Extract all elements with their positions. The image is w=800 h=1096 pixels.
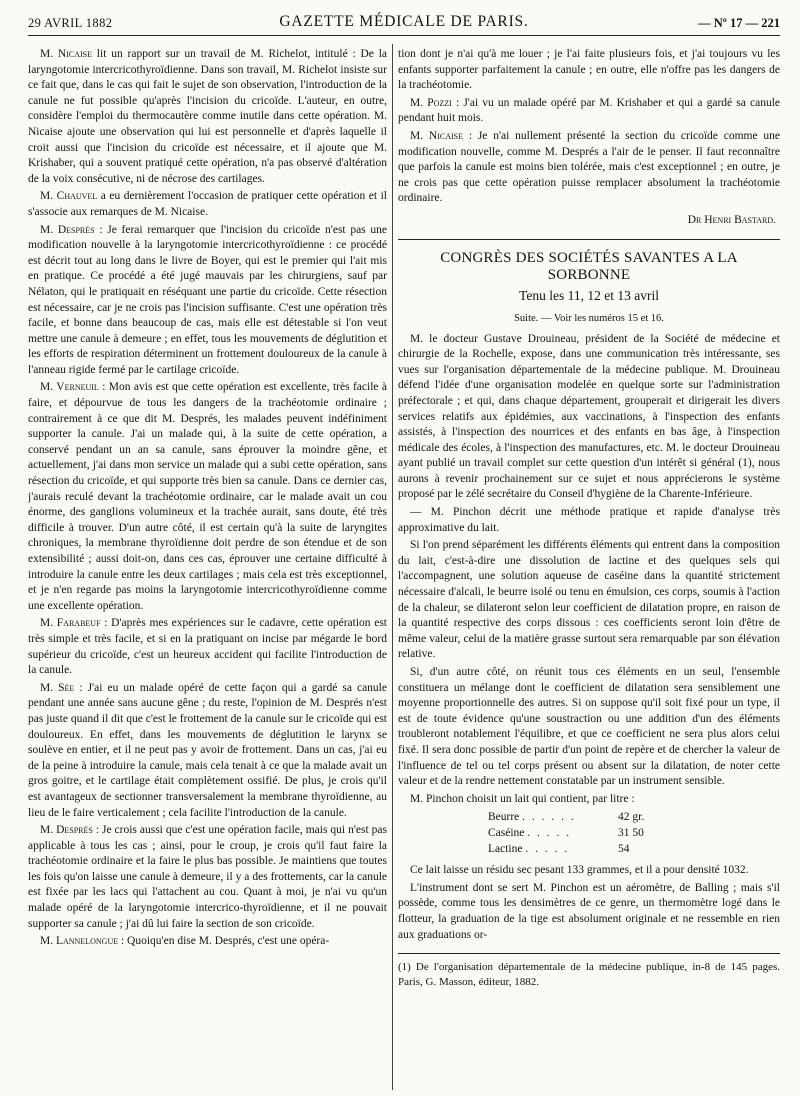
journal-title: GAZETTE MÉDICALE DE PARIS. (279, 13, 529, 30)
column-divider (392, 44, 393, 1090)
composition-row: Lactine . . . . . 54 (488, 842, 630, 855)
milk-composition-table (488, 810, 780, 857)
paragraph-continuation: tion dont je n'ai qu'à me louer ; je l'ai faite plusieurs fois, et j'ai toujours vu les enfants supporter parfaitement la canule ; en outre, elle n'offre pas les dangers de la trachéotomie. (398, 48, 780, 92)
paragraph: Si l'on prend séparément les différents éléments qui entrent dans la composition du lait, c'est-à-dire une dissolution de lactine et des quelques sels qui l'accompagnent, une solution aqueuse de caséine dans la quantité strictement nécessaire d'alcali, le beurre isolé ou tenu en émulsion, ces corps, soumis à l'action de la chaleur, se dilateront selon leur coefficient de dilatation propre, en raison de la quantité respective des corps dissous : ces coefficients seront loin d'être de même valeur, celui de la matière grasse surtout sera remarquable par son élévation relative. (398, 539, 780, 661)
section-title: CONGRÈS DES SOCIÉTÉS SAVANTES A LA SORBONNE (440, 249, 738, 283)
paragraph: M. Després : Je crois aussi que c'est une opération facile, mais qui n'est pas applicable à tous les cas ; ainsi, pour le croup, je crois qu'il faut faire la trachéotomie ordinaire et la faire le plus bas possible. Je maintiens que toutes les fois qu'on laisse une canule à demeure, il y a des frottements, car la canule est fixée par les lacs qui l'attachent au cou. Quant à moi, je n'ai vu qu'un malade opéré de la laryngotomie intercrico-thyroïdienne, et il ne pouvait supporter sa canule ; j'ai dû lui faire la section de son cricoïde. (28, 824, 387, 930)
paragraph: M. Farabeuf : D'après mes expériences sur le cadavre, cette opération est très simple et très facile, et si en la pratiquant on incise par mégarde le bord supérieur du cricoïde, c'est un heureux accident qui facilite l'introduction de la canule. (28, 617, 387, 677)
section-rule (398, 239, 780, 240)
composition-row: Caséine . . . . . 31 50 (488, 826, 644, 839)
left-column (28, 47, 387, 1087)
issue-date: 29 AVRIL 1882 (28, 16, 113, 30)
footnote: (1) De l'organisation départementale de la médecine publique, in-8 de 145 pages. Paris, G. Masson, éditeur, 1882. (398, 961, 780, 989)
paragraph: L'instrument dont se sert M. Pinchon est un aéromètre, de Balling ; mais s'il possède, comme tous les densimètres de ce genre, un thermomètre logé dans le flotteur, la graduation de la tige est absolument originale et ne ressemble en rien aux graduations or- (398, 881, 780, 941)
paragraph: M. Verneuil : Mon avis est que cette opération est excellente, très facile à faire, et dépourvue de tous les dangers de la trachéotomie ordinaire ; contrairement à ce que dit M. Després, les malades peuvent indéfiniment supporter la canule. J'ai un malade qui, à la suite de cette opération, a conservé pendant un an sa canule, sans éprouver la moindre gêne, et actuellement, j'ai dans mon service un malade qui a subi cette opération, sans résection du cricoïde, et qui supporte très bien sa canule. Dans ce dernier cas, j'aurais reculé devant la trachéotomie ordinaire, car le malade avait un cou énorme, des ganglions volumineux et la trachée aurait, sans doute, été très difficile à trouver. D'un autre côté, il est certain qu'à la suite de laryngites chroniques, la membrane thyroïdienne doit perdre de son étendue et de son extensibilité ; aussi doit-on, dans ces cas, éprouver une certaine difficulté à introduire la canule entre les deux cartilages ; mais cela est très exceptionnel, et je n'en regarde pas moins la laryngotomie intercricothyroïdienne comme une excellente opération. (28, 381, 387, 612)
paragraph: M. Sée : J'ai eu un malade opéré de cette façon qui a gardé sa canule pendant une année sans aucune gêne ; du reste, l'opinion de M. Després n'est pas juste quand il dit que c'est le frottement de la canule sur le cricoïde qui est douloureux. En effet, dans les mouvements de déglutition le larynx se soulève en entier, et il ne peut pas y avoir de frottement. Dans un cas, j'ai eu de la peine à introduire la canule, mais cela tenait à ce que la malade avait un gros goitre, et le cartilage était complètement ossifié. De plus, je crois qu'il est avantageux de sectionner transversalement la membrane thyroïdienne, au lieu de le faire verticalement ; cela facilite l'introduction de la canule. (28, 681, 387, 819)
paragraph: M. Pozzi : J'ai vu un malade opéré par M. Krishaber et qui a gardé sa canule pendant huit mois. (398, 96, 780, 125)
paragraph: M. Lannelongue : Quoiqu'en dise M. Després, c'est une opéra- (40, 935, 330, 948)
right-column (398, 47, 780, 1092)
issue-page-number: — Nº 17 — 221 (698, 16, 780, 30)
paragraph: M. Chauvel a eu dernièrement l'occasion de pratiquer cette opération et il s'associe aux remarques de M. Nicaise. (28, 190, 387, 218)
paragraph: M. Nicaise lit un rapport sur un travail de M. Richelot, intitulé : De la laryngotomie intercricothyroïdienne. Dans son travail, M. Richelot insiste sur ce fait que, dans le cas qui fait le sujet de son observation, l'introduction de la canule ne fut possible qu'après l'incision du cricoïde. L'auteur, en outre, considère l'emploi du thermocautère comme inutile dans cette opération. M. Nicaise ajoute une observation qui lui est personnelle et d'après laquelle il croit aussi que l'incision du cricoïde est nécessaire, et il ajoute que M. Krishaber, qui a souvent pratiqué cette opération, n'a pas observé d'altération de la voix consécutive, ni de nécrose des cartilages. (28, 48, 387, 185)
paragraph: M. Nicaise : Je n'ai nullement présenté la section du cricoïde comme une modification nouvelle, comme M. Després a l'air de le penser. Il faut reconnaître que parfois la canule est moins bien tolérée, mais c'est exceptionnel ; en outre, je ne crois pas que cette opération puisse remplacer absolument la trachéotomie ordinaire. (398, 129, 780, 205)
page-header (28, 0, 780, 30)
paragraph: M. le docteur Gustave Drouineau, président de la Société de médecine et chirurgie de la Rochelle, expose, dans une communication très intéressante, ses vues sur l'organisation départementale de la médecine publique. M. Drouineau défend l'idée d'une organisation modelée en quelque sorte sur l'administration préfectorale ; et qui, dans chaque département, grouperait et dirigerait les divers services relatifs aux épidémies, aux vaccinations, à l'inspection des enfants assistés, à l'inspection des nourrices et des enfants en bas âge, à l'inspection médicale des écoles, à l'inspection des manufactures, etc. M. le docteur Drouineau ayant publié un travail complet sur cette question d'un intérêt si général (1), nous aurons à revenir prochainement sur ce sujet et nous apprécierons le système proposé par le zélé secrétaire du Conseil d'hygiène de la Charente-Inférieure. (398, 332, 780, 501)
header-rule (28, 35, 780, 36)
paragraph: — M. Pinchon décrit une méthode pratique et rapide d'analyse très approximative du lait. (398, 506, 780, 534)
paragraph: M. Després : Je ferai remarquer que l'incision du cricoïde n'est pas une modification nouvelle à la laryngotomie intercricothyroïdienne : ce procédé est décrit tout au long dans le livre de Boyer, qui est le premier qui l'ait mis en pratique. Ce procédé a été jugé mauvais par les chirurgiens, sauf par Nélaton, qui le pratiquait en réséquant une partie du cricoïde. Cette résection est nécessaire, car je ne crois pas l'incision suffisante. C'est une opération très facile, et bonne dans beaucoup de cas, mais elle est détestable si l'on veut mettre une canule à demeure ; en effet, tous les mouvements de déglutition et les efforts de respiration déterminent un frottement douloureux de la canule à l'anneau rigide fermé par le cartilage cricoïde. (28, 223, 387, 376)
paragraph: Ce lait laisse un résidu sec pesant 133 grammes, et il a pour densité 1032. (410, 864, 749, 877)
author-signature: Dr Henri Bastard. (687, 213, 776, 226)
continuation-note: Suite. — Voir les numéros 15 et 16. (514, 312, 664, 324)
section-subtitle: Tenu les 11, 12 et 13 avril (519, 287, 659, 303)
footnote-rule (398, 953, 780, 954)
paragraph: Si, d'un autre côté, on réunit tous ces éléments en un seul, l'ensemble constituera un mélange dont le coefficient de dilatation sera sensiblement une moyenne proportionnelle des autres. Si on suppose qu'il soit fixé pour un type, il est de toute évidence qu'une soustraction ou une addition d'un des éléments troubleront notablement l'équilibre, et que ce coefficient ne sera plus alors celui fixé. Il sera donc possible de partir d'un point de repère et de chercher la valeur de l'influence de tel ou tel corps présent ou absent sur la dilatation, de noter cette valeur et de la rendre nettement constatable par un instrument sensible. (398, 666, 780, 788)
paragraph: M. Pinchon choisit un lait qui contient, par litre : (410, 792, 635, 805)
composition-row: Beurre . . . . . . 42 gr. (488, 811, 645, 824)
